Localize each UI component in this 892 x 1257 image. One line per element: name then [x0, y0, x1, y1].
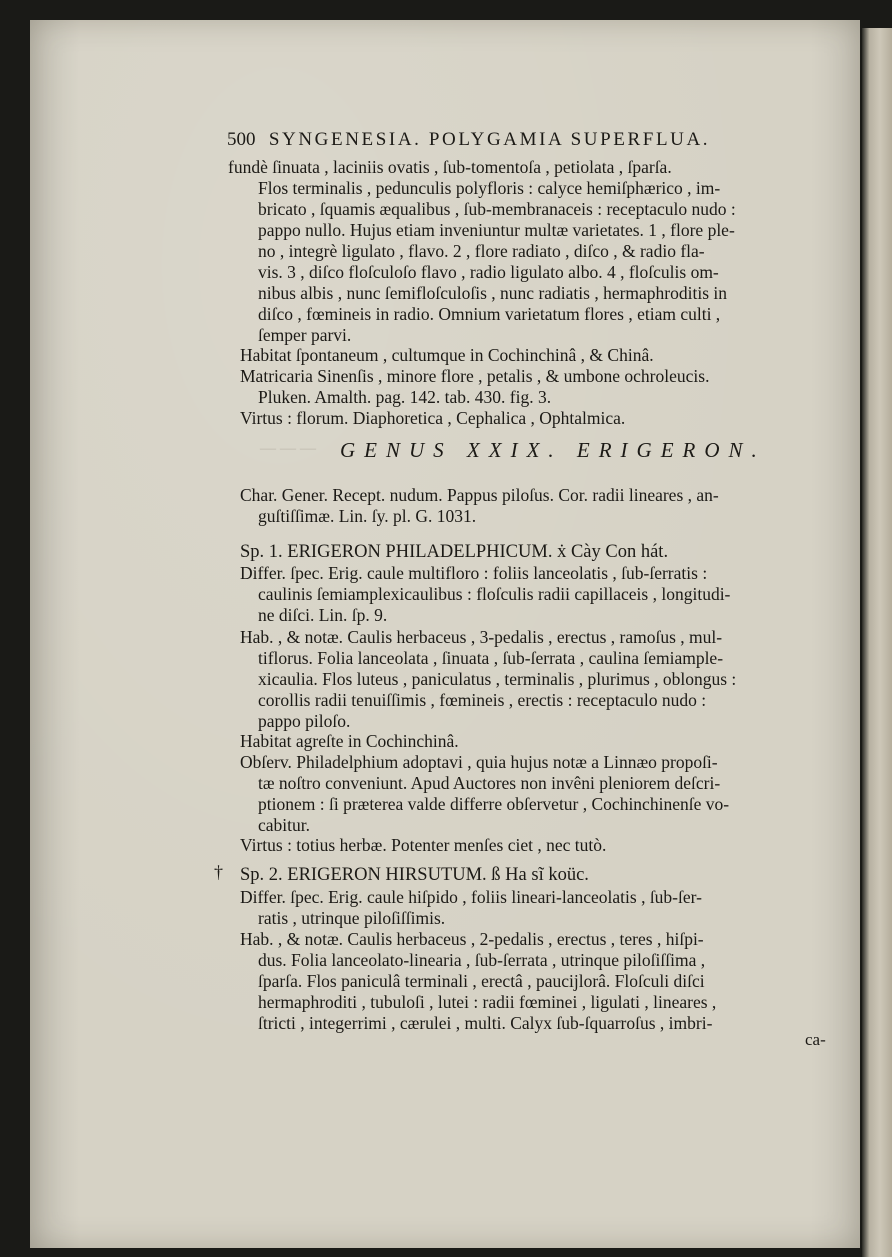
text-line: caulinis ſemiamplexicaulibus : floſculis radii capillaceis , longitudi-: [258, 584, 731, 604]
text-line: cabitur.: [258, 815, 310, 835]
bleed-through-text: — — —: [260, 440, 316, 457]
text-line: nibus albis , nunc ſemifloſculoſis , nunc radiatis , hermaphroditis in: [258, 283, 728, 303]
text-line: tiflorus. Folia lanceolata , ſinuata , ſub-ſerrata , caulina ſemiample-: [258, 648, 724, 668]
text-line: diſco , fœmineis in radio. Omnium varietatum flores , etiam culti ,: [258, 304, 721, 324]
text-line: Virtus : totius herbæ. Potenter menſes ciet , nec tutò.: [240, 835, 607, 855]
text-line: ptionem : ſi præterea valde differre obſervetur , Cochinchinenſe vo-: [258, 794, 730, 814]
text-line: vis. 3 , diſco floſculoſo flavo , radio ligulato albo. 4 , floſculis om-: [258, 262, 719, 282]
text-line: tæ noſtro conveniunt. Apud Auctores non invêni pleniorem deſcri-: [258, 773, 721, 793]
book-page: [30, 20, 860, 1248]
text-line: Hab. , & notæ. Caulis herbaceus , 3-pedalis , erectus , ramoſus , mul-: [240, 627, 723, 647]
text-line: Flos terminalis , pedunculis polyfloris : calyce hemiſphærico , im-: [258, 178, 721, 198]
text-line: xicaulia. Flos luteus , paniculatus , terminalis , plurimus , oblongus :: [258, 669, 737, 689]
text-line: Sp. 1. ERIGERON PHILADELPHICUM. ẋ Cày Con hát.: [240, 542, 669, 562]
text-line: Habitat agreſte in Cochinchinâ.: [240, 731, 459, 751]
text-line: pappo nullo. Hujus etiam inveniuntur multæ varietates. 1 , flore ple-: [258, 220, 735, 240]
next-page-edge: [862, 28, 892, 1257]
text-line: Hab. , & notæ. Caulis herbaceus , 2-pedalis , erectus , teres , hiſpi-: [240, 929, 704, 949]
text-line: ſtricti , integerrimi , cærulei , multi. Calyx ſub-ſquarroſus , imbri-: [258, 1013, 713, 1033]
text-line: Pluken. Amalth. pag. 142. tab. 430. fig. 3.: [258, 387, 552, 407]
text-line: ſemper parvi.: [258, 325, 352, 345]
text-line: Char. Gener. Recept. nudum. Pappus piloſus. Cor. radii lineares , an-: [240, 485, 719, 505]
text-line: Virtus : florum. Diaphoretica , Cephalica , Ophtalmica.: [240, 408, 626, 428]
running-header: [227, 129, 827, 151]
text-line: ratis , utrinque piloſiſſimis.: [258, 908, 446, 928]
text-line: bricato , ſquamis æqualibus , ſub-membranaceis : receptaculo nudo :: [258, 199, 736, 219]
page-number: 500: [227, 129, 256, 150]
text-line: ſparſa. Flos paniculâ terminali , erectâ , paucijlorâ. Floſculi diſci: [258, 971, 705, 991]
text-line: Differ. ſpec. Erig. caule hiſpido , foliis lineari-lanceolatis , ſub-ſer-: [240, 887, 702, 907]
catchword: ca-: [805, 1030, 826, 1049]
text-line: fundè ſinuata , laciniis ovatis , ſub-tomentoſa , petiolata , ſparſa.: [228, 157, 672, 177]
text-line: dus. Folia lanceolato-linearia , ſub-ſerrata , utrinque piloſiſſima ,: [258, 950, 706, 970]
text-line: no , integrè ligulato , flavo. 2 , flore radiato , diſco , & radio fla-: [258, 241, 705, 261]
text-line: Habitat ſpontaneum , cultumque in Cochinchinâ , & Chinâ.: [240, 345, 654, 365]
text-line: Sp. 2. ERIGERON HIRSUTUM. ß Ha sĩ koüc.: [240, 865, 589, 885]
text-line: Differ. ſpec. Erig. caule multifloro : foliis lanceolatis , ſub-ſerratis :: [240, 563, 708, 583]
genus-heading: GENUS XXIX. ERIGERON.: [340, 438, 766, 462]
text-line: guſtiſſimæ. Lin. ſy. pl. G. 1031.: [258, 506, 477, 526]
text-line: pappo piloſo.: [258, 711, 351, 731]
running-title: SYNGENESIA. POLYGAMIA SUPERFLUA.: [268, 129, 711, 150]
text-line: ne diſci. Lin. ſp. 9.: [258, 605, 388, 625]
text-line: corollis radii tenuiſſimis , fœmineis , erectis : receptaculo nudo :: [258, 690, 707, 710]
text-line: Matricaria Sinenſis , minore flore , petalis , & umbone ochroleucis.: [240, 366, 710, 386]
text-line: Obſerv. Philadelphium adoptavi , quia hujus notæ a Linnæo propoſi-: [240, 752, 718, 772]
text-line: hermaphroditi , tubuloſi , lutei : radii fœminei , ligulati , lineares ,: [258, 992, 717, 1012]
dagger-mark: †: [214, 862, 223, 882]
